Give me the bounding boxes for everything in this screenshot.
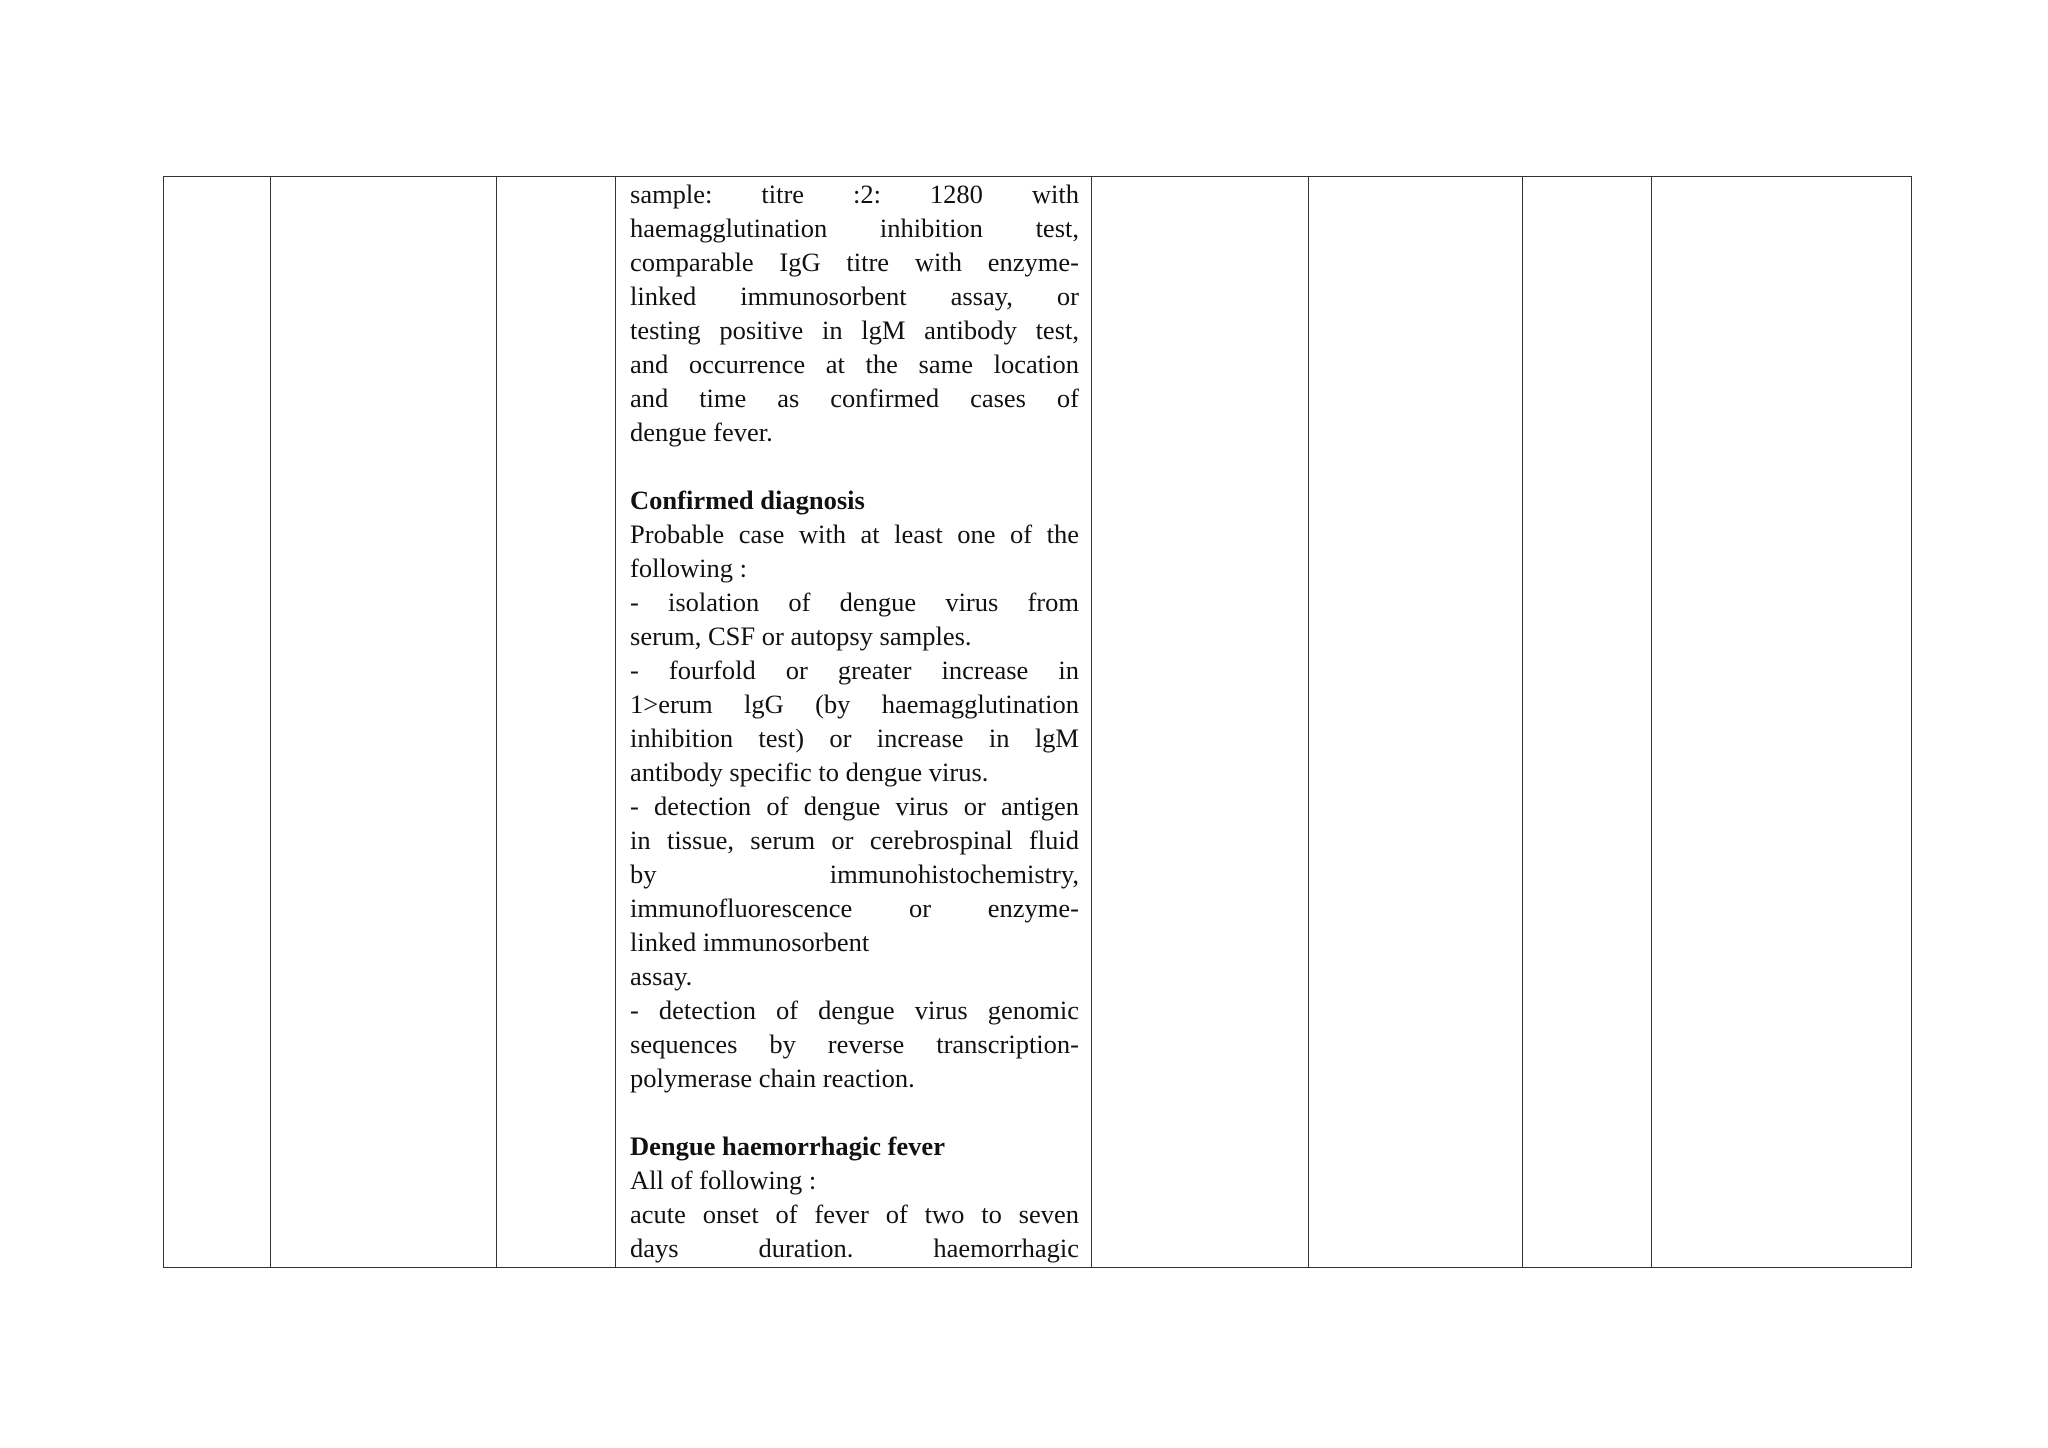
table-cell-col5 [1092,177,1309,1268]
paragraph-gap [630,449,1079,483]
text-line: immunofluorescence or enzyme- [630,893,1079,923]
text-line: linked immunosorbent assay, or [630,281,1079,311]
text-line: haemagglutination inhibition test, [630,213,1079,243]
data-table [163,176,1912,1268]
text-line: 1>erum lgG (by haemagglutination [630,689,1079,719]
text-line: assay. [630,961,693,991]
paragraph-gap [630,1095,1079,1129]
table-cell-col1 [164,177,271,1268]
text-line: by immunohistochemistry, [630,859,1079,889]
text-line: following : [630,553,748,583]
text-line: sequences by reverse transcription- [630,1029,1079,1059]
text-line: - fourfold or greater increase in [630,655,1079,685]
dhf-heading: Dengue haemorrhagic fever [630,1131,945,1161]
text-line: dengue fever. [630,417,773,447]
text-line: and occurrence at the same location [630,349,1079,379]
text-line: acute onset of fever of two to seven [630,1199,1079,1229]
text-line: - detection of dengue virus genomic [630,995,1079,1025]
text-line: polymerase chain reaction. [630,1063,915,1093]
table-cell-col6 [1309,177,1523,1268]
text-line: comparable IgG titre with enzyme- [630,247,1079,277]
table-row [164,177,1912,1268]
text-line: All of following : [630,1165,817,1195]
table-cell-col2 [271,177,497,1268]
text-line: and time as confirmed cases of [630,383,1079,413]
text-line: in tissue, serum or cerebrospinal fluid [630,825,1079,855]
text-line: testing positive in lgM antibody test, [630,315,1079,345]
text-line: serum, CSF or autopsy samples. [630,621,972,651]
text-line: antibody specific to dengue virus. [630,757,989,787]
text-line: Probable case with at least one of the [630,519,1079,549]
text-line: inhibition test) or increase in lgM [630,723,1079,753]
table-cell-criteria [616,177,1092,1268]
text-line: - isolation of dengue virus from [630,587,1079,617]
text-line: days duration. haemorrhagic [630,1233,1079,1263]
text-line: linked immunosorbent [630,927,870,957]
confirmed-diagnosis-heading: Confirmed diagnosis [630,485,865,515]
criteria-text [630,177,1079,1265]
text-line: - detection of dengue virus or antigen [630,791,1079,821]
table-cell-col7 [1523,177,1652,1268]
table-cell-col3 [497,177,616,1268]
table-cell-col8 [1652,177,1912,1268]
text-line: sample: titre :2: 1280 with [630,179,1079,209]
